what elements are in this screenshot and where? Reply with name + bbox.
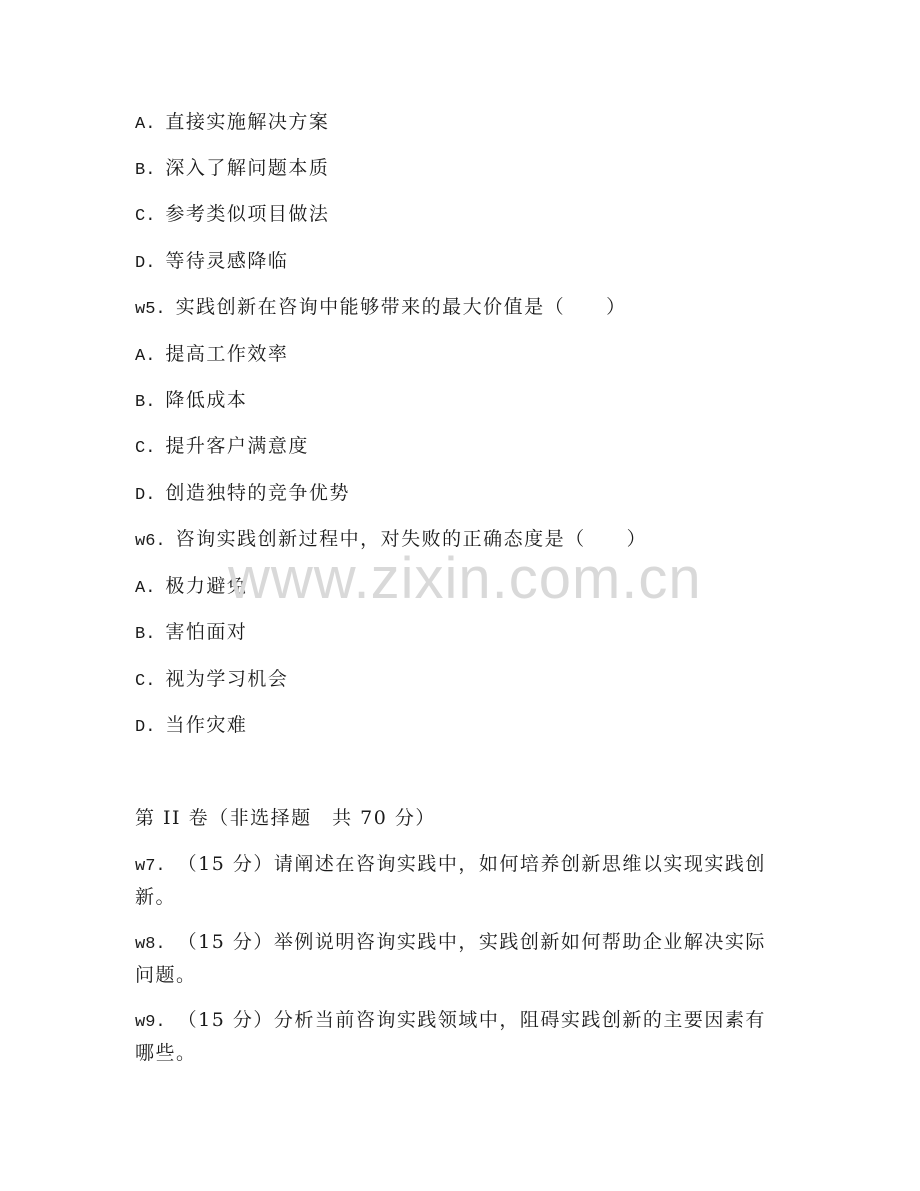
option-label: C.: [135, 207, 156, 226]
question-number: w6.: [135, 532, 166, 551]
option-label: D.: [135, 254, 156, 273]
section-title: 第 II 卷（非选择题 共 70 分）: [135, 807, 436, 829]
q5-option-c: [135, 434, 785, 461]
q5-stem: [135, 295, 785, 322]
option-text: 提高工作效率: [165, 343, 289, 365]
q7-stem: [135, 849, 785, 913]
q4-option-b: [135, 156, 785, 183]
option-text: 极力避免: [165, 575, 248, 597]
question-text: 实践创新在咨询中能够带来的最大价值是（ ）: [175, 296, 627, 318]
option-label: C.: [135, 672, 156, 691]
option-label: D.: [135, 718, 156, 737]
question-number: w9.: [135, 1013, 166, 1032]
question-text: 咨询实践创新过程中，对失败的正确态度是（ ）: [175, 528, 648, 550]
option-label: C.: [135, 439, 156, 458]
q4-option-a: [135, 110, 785, 137]
option-text: 当作灾难: [165, 714, 248, 736]
option-label: B.: [135, 393, 156, 412]
question-text: （15 分）举例说明咨询实践中，实践创新如何帮助企业解决实际问题。: [135, 931, 766, 986]
q4-option-d: [135, 249, 785, 276]
watermark: www.zixin.com.cn: [228, 546, 702, 611]
option-text: 深入了解问题本质: [165, 157, 330, 179]
question-text: （15 分）请阐述在咨询实践中，如何培养创新思维以实现实践创新。: [135, 853, 766, 908]
q8-stem: [135, 927, 785, 991]
question-number: w8.: [135, 935, 166, 954]
option-label: B.: [135, 625, 156, 644]
option-text: 参考类似项目做法: [165, 203, 330, 225]
q4-option-c: [135, 202, 785, 229]
option-text: 提升客户满意度: [165, 435, 309, 457]
question-text: （15 分）分析当前咨询实践领域中，阻碍实践创新的主要因素有哪些。: [135, 1009, 766, 1064]
q9-stem: [135, 1005, 785, 1069]
option-label: A.: [135, 347, 156, 366]
question-number: w7.: [135, 857, 166, 876]
option-text: 害怕面对: [165, 621, 248, 643]
q6-option-c: [135, 667, 785, 694]
option-label: D.: [135, 486, 156, 505]
q5-option-d: [135, 481, 785, 508]
option-text: 等待灵感降临: [165, 250, 289, 272]
option-text: 降低成本: [165, 389, 248, 411]
option-text: 创造独特的竞争优势: [165, 482, 350, 504]
question-number: w5.: [135, 300, 166, 319]
q6-option-d: [135, 713, 785, 740]
option-text: 直接实施解决方案: [165, 111, 330, 133]
q5-option-a: [135, 342, 785, 369]
option-label: A.: [135, 115, 156, 134]
q6-option-b: [135, 620, 785, 647]
option-text: 视为学习机会: [165, 668, 289, 690]
option-label: A.: [135, 579, 156, 598]
option-label: B.: [135, 161, 156, 180]
q5-option-b: [135, 388, 785, 415]
